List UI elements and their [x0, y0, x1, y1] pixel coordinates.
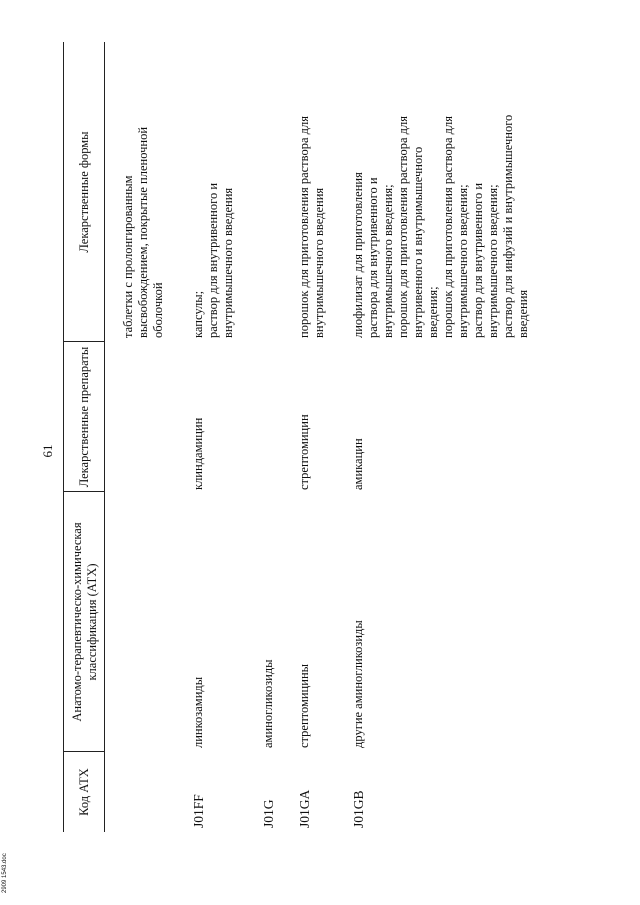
page-number: 61 [40, 444, 55, 458]
header-forms: Лекарственные формы [77, 131, 91, 253]
header-bottom-border [104, 42, 105, 832]
row-3-code: J01GA [297, 789, 312, 828]
row-2-code: J01G [261, 799, 276, 828]
header-preparations: Лекарственные препараты [77, 346, 91, 488]
row-3-preparation: стрептомицин [297, 414, 311, 490]
header-atc-classification: Анатомо-терапевтическо-химическая классификация (АТХ) [70, 522, 99, 722]
document-filename: 2909 1543.doc [2, 853, 8, 893]
row-1-preparation: клиндамицин [191, 417, 205, 490]
row-2-classification: аминогликозиды [261, 659, 275, 748]
row-1-code: J01FF [191, 794, 206, 828]
row-4-forms: лиофилизат для приготовления раствора для внутривенного и внутримышечного введения; порошок для приготовления раствора для внутривенного и внутримышечного введения; порошок для приготовления раствора для внутримышечного введения; раствор для внутривенного и внутримышечного введения; раствор для инфузий и внутримышечного введения [351, 114, 530, 338]
row-4-code: J01GB [351, 790, 366, 828]
header-top-border [63, 42, 64, 832]
row-3-classification: стрептомицины [297, 663, 311, 748]
row-1-forms: капсулы; раствор для внутривенного и внутримышечного введения [191, 182, 235, 338]
row-4-classification: другие аминогликозиды [351, 620, 365, 748]
row-3-forms: порошок для приготовления раствора для внутримышечного введения [297, 116, 326, 338]
row-4-preparation: амикацин [351, 438, 365, 490]
row-0-forms: таблетки с пролонгированным высвобождением, покрытые пленочной оболочкой [121, 126, 165, 338]
header-code: Код АТХ [77, 768, 91, 816]
row-1-classification: линкозамиды [191, 676, 205, 748]
rotated-page [0, 12, 640, 890]
